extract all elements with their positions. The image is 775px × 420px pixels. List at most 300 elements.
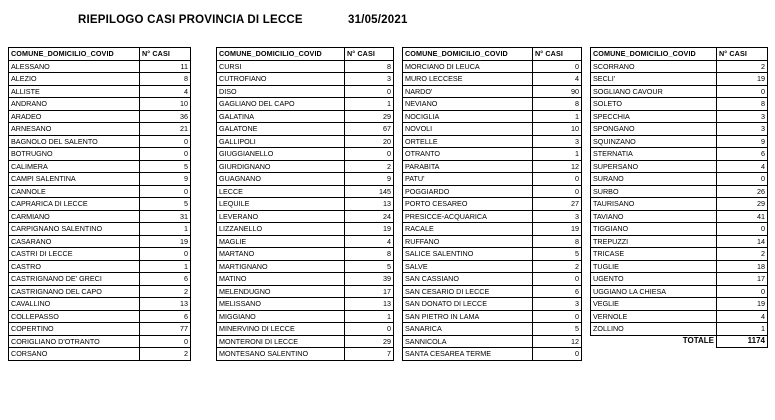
cell-comune: CURSI <box>217 60 345 73</box>
cell-casi: 5 <box>533 323 582 336</box>
cell-comune: ALLISTE <box>9 85 140 98</box>
cell-comune: SAN CESARIO DI LECCE <box>403 285 533 298</box>
cell-comune: PRESICCE-ACQUARICA <box>403 210 533 223</box>
table-header-row <box>9 48 191 61</box>
cell-comune: SANNICOLA <box>403 335 533 348</box>
table-body <box>9 60 191 360</box>
table-row <box>403 98 582 111</box>
cell-comune: SOLETO <box>591 98 717 111</box>
table-row <box>9 210 191 223</box>
table-row <box>217 173 394 186</box>
table-row <box>9 323 191 336</box>
cell-comune: TIGGIANO <box>591 223 717 236</box>
cell-comune: SOGLIANO CAVOUR <box>591 85 717 98</box>
cell-casi: 77 <box>140 323 191 336</box>
table-row <box>591 248 768 261</box>
cell-casi: 41 <box>717 210 768 223</box>
table-row <box>591 185 768 198</box>
cell-comune: NARDO' <box>403 85 533 98</box>
table-row <box>403 260 582 273</box>
table-row <box>9 298 191 311</box>
cell-casi: 17 <box>717 273 768 286</box>
cell-casi: 6 <box>533 285 582 298</box>
table-row <box>217 310 394 323</box>
table-row <box>591 260 768 273</box>
cell-casi: 2 <box>140 285 191 298</box>
table-row <box>217 198 394 211</box>
table-head <box>403 48 582 61</box>
cell-casi: 67 <box>345 123 394 136</box>
cell-casi: 0 <box>345 148 394 161</box>
column-header-casi: N° CASI <box>533 48 582 61</box>
cell-casi: 8 <box>140 73 191 86</box>
column-header-comune: COMUNE_DOMICILIO_COVID <box>403 48 533 61</box>
cell-casi: 3 <box>533 135 582 148</box>
cell-comune: ORTELLE <box>403 135 533 148</box>
cell-comune: GALATINA <box>217 110 345 123</box>
cell-casi: 29 <box>717 198 768 211</box>
table-row <box>9 348 191 361</box>
table-row <box>217 348 394 361</box>
cell-comune: CAMPI SALENTINA <box>9 173 140 186</box>
table-row <box>217 260 394 273</box>
cell-comune: MIGGIANO <box>217 310 345 323</box>
table-row <box>591 173 768 186</box>
table-row <box>9 235 191 248</box>
cell-casi: 9 <box>345 173 394 186</box>
cell-comune: LECCE <box>217 185 345 198</box>
cell-comune: SURBO <box>591 185 717 198</box>
cell-comune: PARABITA <box>403 160 533 173</box>
cell-casi: 7 <box>345 348 394 361</box>
cell-comune: SALVE <box>403 260 533 273</box>
cell-casi: 0 <box>717 285 768 298</box>
cell-casi: 19 <box>533 223 582 236</box>
cell-comune: MURO LECCESE <box>403 73 533 86</box>
cell-comune: CUTROFIANO <box>217 73 345 86</box>
table-row <box>9 160 191 173</box>
table-row <box>403 173 582 186</box>
cell-casi: 0 <box>533 273 582 286</box>
cell-casi: 145 <box>345 185 394 198</box>
table-row <box>591 273 768 286</box>
table-row <box>403 198 582 211</box>
table-row <box>591 85 768 98</box>
cell-casi: 1 <box>140 223 191 236</box>
cases-tables-area <box>0 47 775 407</box>
table-row <box>9 73 191 86</box>
cell-casi: 21 <box>140 123 191 136</box>
table-row <box>9 223 191 236</box>
cell-casi: 2 <box>533 260 582 273</box>
cell-comune: CASTRI DI LECCE <box>9 248 140 261</box>
cell-casi: 4 <box>140 85 191 98</box>
table-row <box>217 298 394 311</box>
cell-comune: SPECCHIA <box>591 110 717 123</box>
cell-casi: 27 <box>533 198 582 211</box>
table-total-row <box>591 335 768 348</box>
cell-casi: 5 <box>345 260 394 273</box>
cell-comune: MAGLIE <box>217 235 345 248</box>
table-row <box>217 148 394 161</box>
cell-comune: COLLEPASSO <box>9 310 140 323</box>
cell-casi: 9 <box>717 135 768 148</box>
table-row <box>217 273 394 286</box>
table-row <box>591 235 768 248</box>
cell-comune: ARNESANO <box>9 123 140 136</box>
table-row <box>591 135 768 148</box>
cell-casi: 13 <box>345 198 394 211</box>
table-row <box>591 298 768 311</box>
table-row <box>591 223 768 236</box>
cell-casi: 31 <box>140 210 191 223</box>
table-row <box>403 73 582 86</box>
cell-comune: VEGLIE <box>591 298 717 311</box>
cell-casi: 24 <box>345 210 394 223</box>
cell-comune: SANTA CESAREA TERME <box>403 348 533 361</box>
table-row <box>403 298 582 311</box>
cell-casi: 5 <box>533 248 582 261</box>
table-row <box>591 123 768 136</box>
column-header-casi: N° CASI <box>717 48 768 61</box>
table-row <box>217 160 394 173</box>
cell-comune: TREPUZZI <box>591 235 717 248</box>
cell-casi: 1 <box>140 260 191 273</box>
cell-comune: SANARICA <box>403 323 533 336</box>
table-row <box>403 285 582 298</box>
cell-comune: SAN CASSIANO <box>403 273 533 286</box>
cell-comune: SAN DONATO DI LECCE <box>403 298 533 311</box>
cell-comune: PATU' <box>403 173 533 186</box>
cell-comune: GALATONE <box>217 123 345 136</box>
table-row <box>591 198 768 211</box>
cell-casi: 0 <box>717 85 768 98</box>
cell-comune: GUAGNANO <box>217 173 345 186</box>
cell-comune: MONTERONI DI LECCE <box>217 335 345 348</box>
cell-casi: 3 <box>345 73 394 86</box>
cell-comune: MARTIGNANO <box>217 260 345 273</box>
cell-comune: STERNATIA <box>591 148 717 161</box>
cell-casi: 0 <box>345 323 394 336</box>
page-title: RIEPILOGO CASI PROVINCIA DI LECCE <box>78 14 303 26</box>
cell-comune: SCORRANO <box>591 60 717 73</box>
table-body <box>217 60 394 360</box>
cell-comune: CANNOLE <box>9 185 140 198</box>
cell-comune: PORTO CESAREO <box>403 198 533 211</box>
table-row <box>9 98 191 111</box>
cell-casi: 26 <box>717 185 768 198</box>
table-row <box>9 310 191 323</box>
cell-casi: 0 <box>345 85 394 98</box>
cell-casi: 12 <box>533 335 582 348</box>
total-label: TOTALE <box>591 335 717 348</box>
cell-casi: 6 <box>140 310 191 323</box>
cell-casi: 0 <box>140 135 191 148</box>
cell-comune: UGGIANO LA CHIESA <box>591 285 717 298</box>
cell-comune: ALEZIO <box>9 73 140 86</box>
table-row <box>217 110 394 123</box>
cell-comune: RACALE <box>403 223 533 236</box>
cell-comune: SECLI' <box>591 73 717 86</box>
cell-comune: ALESSANO <box>9 60 140 73</box>
cell-casi: 8 <box>533 235 582 248</box>
cases-table <box>216 47 394 361</box>
cell-casi: 20 <box>345 135 394 148</box>
cell-comune: ANDRANO <box>9 98 140 111</box>
table-row <box>403 135 582 148</box>
cell-casi: 4 <box>533 73 582 86</box>
cell-comune: SUPERSANO <box>591 160 717 173</box>
table-row <box>403 123 582 136</box>
cell-casi: 4 <box>717 160 768 173</box>
cell-casi: 0 <box>140 148 191 161</box>
cell-casi: 0 <box>140 248 191 261</box>
cell-comune: GIUGGIANELLO <box>217 148 345 161</box>
cell-comune: TAURISANO <box>591 198 717 211</box>
cases-table <box>590 47 768 348</box>
table-row <box>403 148 582 161</box>
cell-comune: CARMIANO <box>9 210 140 223</box>
table-row <box>217 123 394 136</box>
cell-comune: CAVALLINO <box>9 298 140 311</box>
cell-comune: VERNOLE <box>591 310 717 323</box>
table-row <box>217 323 394 336</box>
column-header-casi: N° CASI <box>345 48 394 61</box>
table-row <box>403 210 582 223</box>
table-row <box>217 185 394 198</box>
cell-comune: GAGLIANO DEL CAPO <box>217 98 345 111</box>
cell-casi: 14 <box>717 235 768 248</box>
cell-casi: 19 <box>345 223 394 236</box>
cell-casi: 4 <box>345 235 394 248</box>
cell-comune: MORCIANO DI LEUCA <box>403 60 533 73</box>
cases-table-block-1 <box>216 47 394 361</box>
cell-comune: TUGLIE <box>591 260 717 273</box>
cell-casi: 17 <box>345 285 394 298</box>
table-row <box>9 135 191 148</box>
table-row <box>403 310 582 323</box>
cell-casi: 8 <box>533 98 582 111</box>
table-row <box>217 85 394 98</box>
cell-comune: CARPIGNANO SALENTINO <box>9 223 140 236</box>
cell-casi: 8 <box>345 60 394 73</box>
cell-comune: COPERTINO <box>9 323 140 336</box>
table-body <box>591 60 768 348</box>
table-header-row <box>591 48 768 61</box>
cell-comune: CORIGLIANO D'OTRANTO <box>9 335 140 348</box>
table-row <box>403 335 582 348</box>
table-row <box>403 323 582 336</box>
cell-comune: SURANO <box>591 173 717 186</box>
cell-comune: MELENDUGNO <box>217 285 345 298</box>
column-header-comune: COMUNE_DOMICILIO_COVID <box>9 48 140 61</box>
cell-comune: MELISSANO <box>217 298 345 311</box>
cases-table-block-3 <box>590 47 768 348</box>
cell-comune: SQUINZANO <box>591 135 717 148</box>
cell-casi: 19 <box>717 298 768 311</box>
cell-casi: 1 <box>717 323 768 336</box>
table-row <box>403 185 582 198</box>
cell-casi: 12 <box>533 160 582 173</box>
table-row <box>9 110 191 123</box>
table-row <box>217 223 394 236</box>
cell-casi: 0 <box>533 60 582 73</box>
cell-comune: ARADEO <box>9 110 140 123</box>
table-row <box>591 160 768 173</box>
table-row <box>403 160 582 173</box>
table-row <box>403 85 582 98</box>
table-row <box>217 60 394 73</box>
cell-casi: 1 <box>533 110 582 123</box>
cell-casi: 2 <box>140 348 191 361</box>
cell-casi: 36 <box>140 110 191 123</box>
table-row <box>217 210 394 223</box>
table-row <box>9 148 191 161</box>
cell-casi: 1 <box>345 310 394 323</box>
cell-casi: 10 <box>140 98 191 111</box>
cell-casi: 0 <box>140 185 191 198</box>
table-head <box>217 48 394 61</box>
table-row <box>9 173 191 186</box>
cell-comune: CASARANO <box>9 235 140 248</box>
cell-casi: 0 <box>533 173 582 186</box>
cell-comune: MATINO <box>217 273 345 286</box>
table-row <box>9 198 191 211</box>
cell-comune: OTRANTO <box>403 148 533 161</box>
table-row <box>591 285 768 298</box>
cell-comune: SAN PIETRO IN LAMA <box>403 310 533 323</box>
cell-casi: 29 <box>345 110 394 123</box>
table-row <box>9 185 191 198</box>
cell-comune: NOCIGLIA <box>403 110 533 123</box>
cases-table <box>402 47 582 361</box>
table-header-row <box>217 48 394 61</box>
cell-casi: 2 <box>717 60 768 73</box>
column-header-comune: COMUNE_DOMICILIO_COVID <box>591 48 717 61</box>
table-row <box>403 273 582 286</box>
cell-comune: MINERVINO DI LECCE <box>217 323 345 336</box>
cell-comune: UGENTO <box>591 273 717 286</box>
table-row <box>591 148 768 161</box>
cell-comune: CORSANO <box>9 348 140 361</box>
cell-casi: 19 <box>140 235 191 248</box>
cell-casi: 3 <box>533 210 582 223</box>
table-row <box>9 285 191 298</box>
cell-casi: 11 <box>140 60 191 73</box>
cell-casi: 0 <box>533 348 582 361</box>
cell-casi: 1 <box>533 148 582 161</box>
cell-casi: 18 <box>717 260 768 273</box>
table-body <box>403 60 582 360</box>
cell-comune: TRICASE <box>591 248 717 261</box>
table-row <box>9 273 191 286</box>
table-row <box>591 98 768 111</box>
cell-casi: 13 <box>345 298 394 311</box>
cell-comune: LIZZANELLO <box>217 223 345 236</box>
table-row <box>9 248 191 261</box>
cell-casi: 0 <box>140 335 191 348</box>
cell-casi: 3 <box>717 123 768 136</box>
cell-casi: 19 <box>717 73 768 86</box>
table-row <box>403 60 582 73</box>
cell-comune: NOVOLI <box>403 123 533 136</box>
report-date: 31/05/2021 <box>348 14 408 26</box>
cases-table-block-2 <box>402 47 582 361</box>
cell-comune: LEVERANO <box>217 210 345 223</box>
cell-casi: 8 <box>345 248 394 261</box>
cell-casi: 10 <box>533 123 582 136</box>
table-row <box>217 135 394 148</box>
table-row <box>217 248 394 261</box>
cell-casi: 0 <box>533 310 582 323</box>
table-row <box>591 323 768 336</box>
cell-casi: 0 <box>717 173 768 186</box>
cell-casi: 0 <box>717 223 768 236</box>
cell-casi: 2 <box>345 160 394 173</box>
cases-table <box>8 47 191 361</box>
table-row <box>403 348 582 361</box>
cell-casi: 5 <box>140 160 191 173</box>
cell-casi: 3 <box>717 110 768 123</box>
cell-comune: MONTESANO SALENTINO <box>217 348 345 361</box>
table-row <box>403 223 582 236</box>
table-row <box>403 248 582 261</box>
cell-comune: GALLIPOLI <box>217 135 345 148</box>
cell-comune: TAVIANO <box>591 210 717 223</box>
table-row <box>217 73 394 86</box>
table-row <box>9 260 191 273</box>
cell-comune: RUFFANO <box>403 235 533 248</box>
cell-comune: BOTRUGNO <box>9 148 140 161</box>
cell-comune: BAGNOLO DEL SALENTO <box>9 135 140 148</box>
cell-casi: 4 <box>717 310 768 323</box>
cell-comune: CAPRARICA DI LECCE <box>9 198 140 211</box>
table-head <box>9 48 191 61</box>
cell-comune: ZOLLINO <box>591 323 717 336</box>
table-row <box>591 110 768 123</box>
cell-casi: 29 <box>345 335 394 348</box>
table-row <box>9 60 191 73</box>
table-row <box>9 123 191 136</box>
table-row <box>217 98 394 111</box>
cell-casi: 0 <box>533 185 582 198</box>
cell-casi: 39 <box>345 273 394 286</box>
cell-comune: CASTRO <box>9 260 140 273</box>
table-row <box>217 335 394 348</box>
cell-comune: GIURDIGNANO <box>217 160 345 173</box>
table-row <box>591 60 768 73</box>
table-row <box>591 310 768 323</box>
cell-casi: 1 <box>345 98 394 111</box>
cell-casi: 2 <box>717 248 768 261</box>
cell-comune: SALICE SALENTINO <box>403 248 533 261</box>
document-header <box>0 14 775 36</box>
cell-casi: 9 <box>140 173 191 186</box>
cell-comune: MARTANO <box>217 248 345 261</box>
cell-comune: POGGIARDO <box>403 185 533 198</box>
table-row <box>403 110 582 123</box>
cell-comune: DISO <box>217 85 345 98</box>
table-row <box>403 235 582 248</box>
column-header-casi: N° CASI <box>140 48 191 61</box>
cell-casi: 13 <box>140 298 191 311</box>
cell-casi: 6 <box>140 273 191 286</box>
cell-comune: SPONGANO <box>591 123 717 136</box>
table-row <box>591 210 768 223</box>
cell-casi: 6 <box>717 148 768 161</box>
cases-table-block-0 <box>8 47 191 361</box>
cell-comune: LEQUILE <box>217 198 345 211</box>
